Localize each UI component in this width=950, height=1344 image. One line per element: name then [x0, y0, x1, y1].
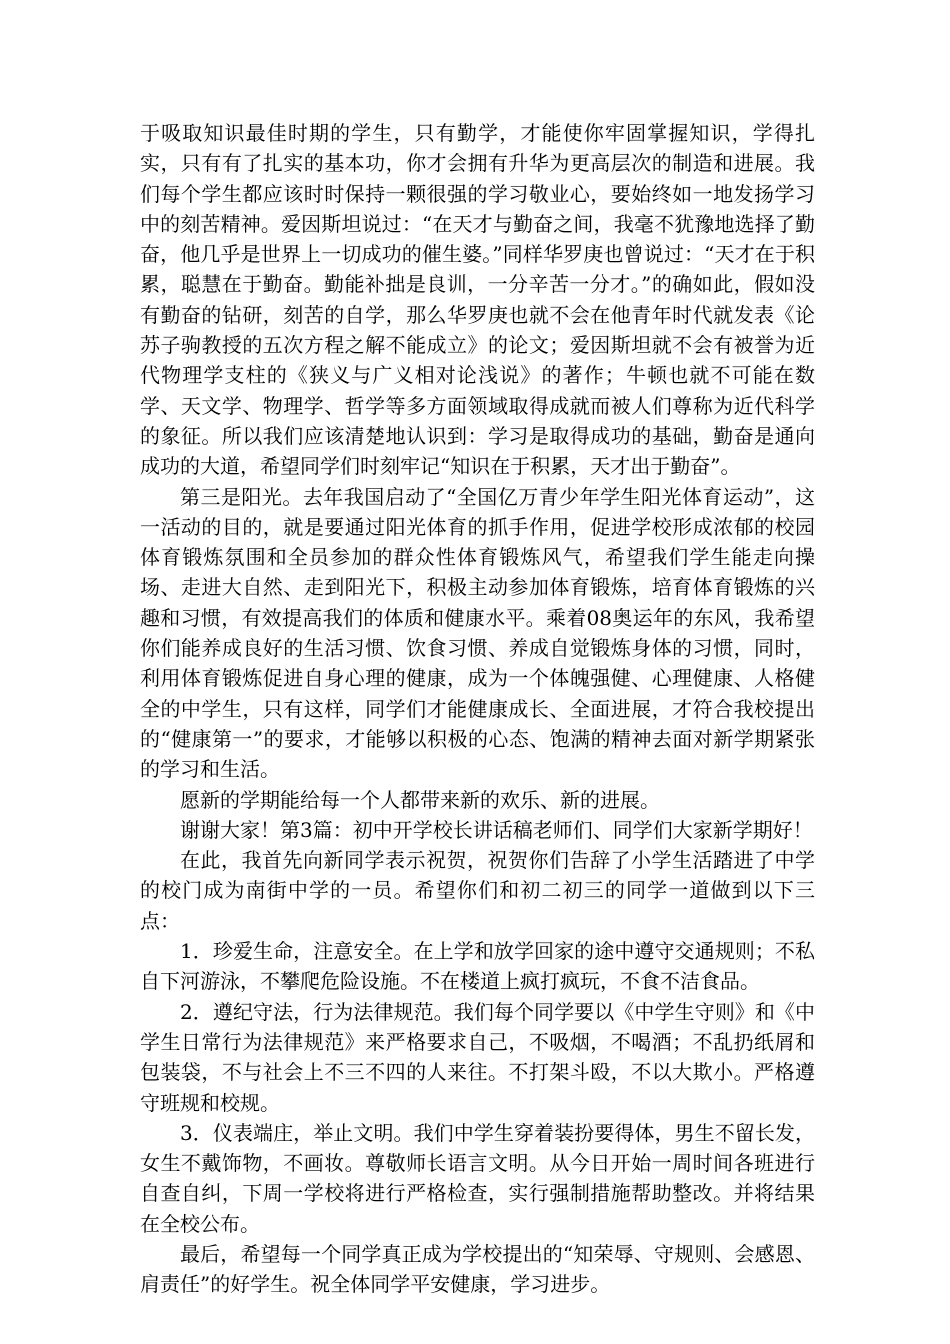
- paragraph-point-2: 2．遵纪守法，行为法律规范。我们每个同学要以《中学生守则》和《中学生日常行为法律规范》来严格要求自己，不吸烟，不喝酒；不乱扔纸屑和包装袋，不与社会上不三不四的人来往。不打架斗殴，不以大欺小。严格遵守班规和校规。: [140, 999, 815, 1115]
- paragraph-closing: 最后，希望每一个同学真正成为学校提出的“知荣辱、守规则、会感恩、肩责任”的好学生。祝全体同学平安健康，学习进步。: [140, 1241, 815, 1297]
- paragraph-diligence-continued: 于吸取知识最佳时期的学生，只有勤学，才能使你牢固掌握知识，学得扎实，只有有了扎实的基本功，你才会拥有升华为更高层次的制造和进展。我们每个学生都应该时时保持一颗很强的学习敬业心，要始终如一地发扬学习中的刻苦精神。爱因斯坦说过：“在天才与勤奋之间，我毫不犹豫地选择了勤奋，他几乎是世界上一切成功的催生婆。”同样华罗庚也曾说过：“天才在于积累，聪慧在于勤奋。勤能补拙是良训，一分辛苦一分才。”的确如此，假如没有勤奋的钻研，刻苦的自学，那么华罗庚也就不会在他青年时代就发表《论苏子驹教授的五次方程之解不能成立》的论文；爱因斯坦就不会有被誉为近代物理学支柱的《狭义与广义相对论浅说》的著作；牛顿也就不可能在数学、天文学、物理学、哲学等多方面领域取得成就而被人们尊称为近代科学的象征。所以我们应该清楚地认识到：学习是取得成功的基础，勤奋是通向成功的大道，希望同学们时刻牢记“知识在于积累，天才出于勤奋”。: [140, 121, 815, 479]
- paragraph-new-semester-wish: 愿新的学期能给每一个人都带来新的欢乐、新的进展。: [180, 787, 660, 812]
- paragraph-congratulations: 在此，我首先向新同学表示祝贺，祝贺你们告辞了小学生活踏进了中学的校门成为南街中学的一员。希望你们和初二初三的同学一道做到以下三点：: [140, 848, 815, 933]
- document-page: [140, 118, 815, 1300]
- paragraph-thanks-article-3: 谢谢大家！第3篇：初中开学校长讲话稿老师们、同学们大家新学期好！: [180, 817, 813, 842]
- paragraph-point-3: 3．仪表端庄，举止文明。我们中学生穿着装扮要得体，男生不留长发，女生不戴饰物，不画妆。尊敬师长语言文明。从今日开始一周时间各班进行自查自纠，下周一学校将进行严格检查，实行强制措施帮助整改。并将结果在全校公布。: [140, 1120, 815, 1236]
- paragraph-third-sunshine: 第三是阳光。去年我国启动了“全国亿万青少年学生阳光体育运动”，这一活动的目的，就是要通过阳光体育的抓手作用，促进学校形成浓郁的校园体育锻炼氛围和全员参加的群众性体育锻炼风气，希望我们学生能走向操场、走进大自然、走到阳光下，积极主动参加体育锻炼，培育体育锻炼的兴趣和习惯，有效提高我们的体质和健康水平。乘着08奥运年的东风，我希望你们能养成良好的生活习惯、饮食习惯、养成自觉锻炼身体的习惯，同时，利用体育锻炼促进自身心理的健康，成为一个体魄强健、心理健康、人格健全的中学生，只有这样，同学们才能健康成长、全面进展，才符合我校提出的“健康第一”的要求，才能够以积极的心态、饱满的精神去面对新学期紧张的学习和生活。: [140, 484, 815, 782]
- paragraph-point-1: 1．珍爱生命，注意安全。在上学和放学回家的途中遵守交通规则；不私自下河游泳，不攀爬危险设施。不在楼道上疯打疯玩，不食不洁食品。: [140, 939, 815, 994]
